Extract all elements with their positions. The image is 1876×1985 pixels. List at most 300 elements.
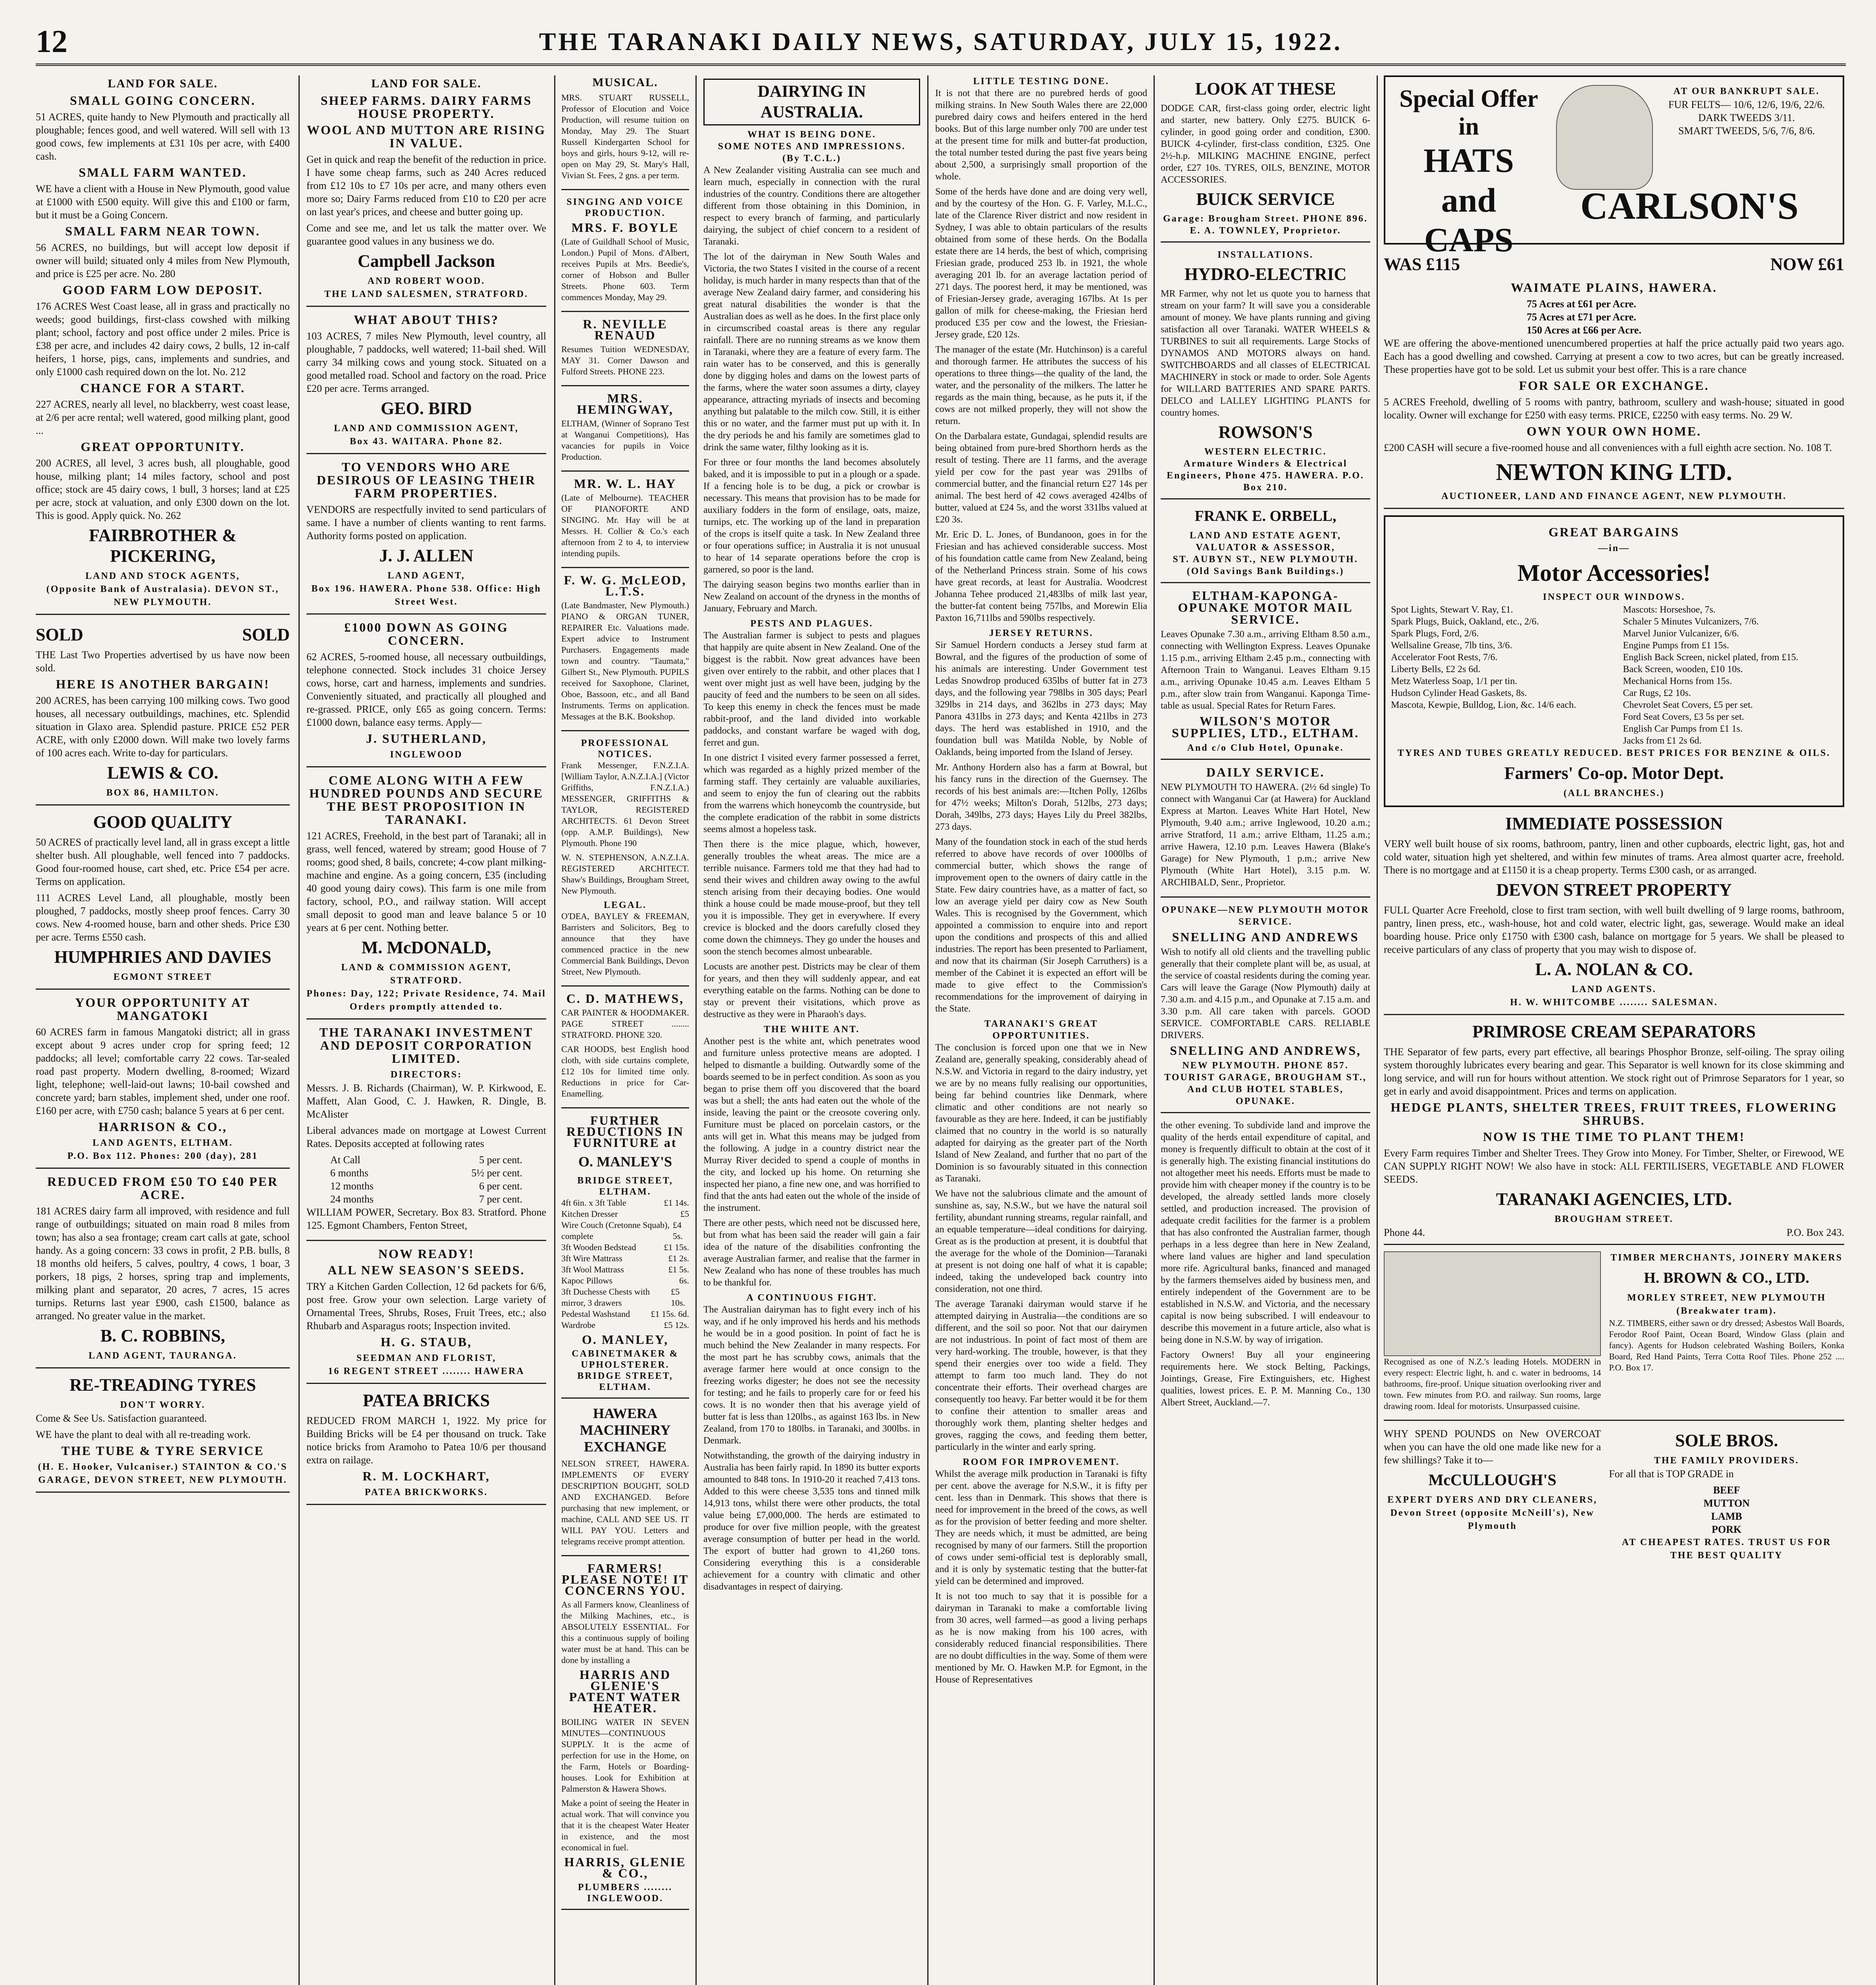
firm-address: (Opposite Bank of Australasia). DEVON ST., NEW PLYMOUTH.	[46, 584, 279, 607]
article-byline: (By T.C.L.)	[782, 153, 842, 164]
newspaper-title: THE TARANAKI DAILY NEWS, SATURDAY, JULY 15, 1922.	[539, 27, 1343, 56]
ad-text: CAR PAINTER & HOODMAKER. PAGE STREET ........ STRATFORD. PHONE 320.	[561, 1008, 689, 1040]
firm-name: FAIRBROTHER & PICKERING,	[89, 526, 237, 566]
firm-subtitle: (ALL BRANCHES.)	[1563, 788, 1665, 798]
list-item	[561, 1253, 689, 1264]
firm-address: BOX 86, HAMILTON.	[106, 788, 220, 798]
ad-text: DODGE CAR, first-class going order, electric light and starter, new battery. Only £275. BUICK 6-cylinder, in good going order and condition, £300. BUICK 4-cylinder, first-class condition, £325. One 2½-h.p. MILKING MACHINE ENGINE, perfect order, £27 10s. TYRES, OILS, BENZINE, MOTOR ACCESSORIES.	[1161, 103, 1370, 185]
ad-renaud	[561, 318, 689, 386]
list-item: Wellsaline Grease, 7lb tins, 3/6.	[1391, 640, 1512, 651]
ad-text: Factory Owners! Buy all your engineering requirements here. We stock Belting, Packings, Jointings, Grease, Fire Extinguishers, etc. Highest qualities, lowest prices. E. P. M. Manning Co., 130 Albert Street, Auckland.—7.	[1161, 1350, 1370, 1408]
firm-name: ROWSON'S	[1218, 422, 1313, 442]
section-heading: LAND FOR SALE.	[108, 77, 218, 90]
firm-address: Phones: Day, 122; Private Residence, 74. Mail Orders promptly attended to.	[306, 989, 546, 1012]
article-paragraph: Mr. Eric D. L. Jones, of Bundanoon, goes in for the Friesian and has achieved considerable success. Most of his foundation cattle came from New Zealand, being of the Netherland Princess strain. Some of his cows have great records, at least for Australia. Woodcrest Johanna Tehee produced 21,483lbs of milk last year, the butter-fat content being 757lbs, and Morewin Elia Paxton 16,711lbs and 590lbs respectively.	[935, 530, 1147, 623]
ad-heading: NOW READY!	[378, 1247, 474, 1261]
ad-text: £200 CASH will secure a five-roomed house and all conveniences with a full eighth acre section. No. 108 T.	[1384, 442, 1832, 453]
ad-text: TRY a Kitchen Garden Collection, 12 6d packets for 6/6, post free. Grow your own selection. Large variety of Ornamental Trees, Shrubs, Roses, Fruit Trees, etc.; also Rhubarb and Asparagus roots; Inspection invited.	[306, 1281, 546, 1332]
firm-address: EGMONT STREET	[113, 972, 212, 982]
ad-mcdonald	[306, 774, 546, 1019]
firm-name: H. BROWN & CO., LTD.	[1644, 1270, 1809, 1286]
article-subheading: THE WHITE ANT.	[764, 1024, 860, 1035]
ad-carlsons	[1384, 75, 1844, 259]
article-paragraph: The average Taranaki dairyman would starve if he attempted dairying in Australia—the conditions are so different, and the soil so poor. Not that our dairymen are not industrious. In point of fact most of them are very hard-working. The trouble, however, is that they spend their energies over too wide a field. They attempt to farm too much land. They do not concentrate their efforts. Their overhead charges are consequently too heavy. Far better would it be for them to confine their attention to smaller areas and thoroughly work them, planting shelter hedges and groves, ragging the cows, and feeding them better, particularly in the winter and early spring.	[935, 1299, 1147, 1452]
ad-text: 62 ACRES, 5-roomed house, all necessary outbuildings, telephone connected. Stock includes 31 choice Jersey cows, horse, cart and harness, implements and sundries. Conveniently situated, and practically all ploughed and re-grassed. PRICE, only £65 as going concern. Terms: £1000 down, balance easy terms. Apply—	[306, 651, 546, 728]
item-name: 3ft Wire Mattrass	[561, 1253, 622, 1263]
ad-heading: GREAT OPPORTUNITY.	[81, 439, 245, 454]
ad-text: 176 ACRES West Coast lease, all in grass and practically no weeds; good buildings, first-class cowshed with milking plant; school, factory and post office under 2 miles. Price is £38 per acre, and includes 42 dairy cows, 2 bulls, 12 in-calf heifers, 1 horse, pigs, cans, implements and sundries, and only £1000 cash required down on the lot. No. 212	[36, 301, 290, 378]
ad-text: 51 ACRES, quite handy to New Plymouth and practically all ploughable; fences good, and well watered. Will sell with 13 good cows, few implements at £31 10s per acre, with £400 cash.	[36, 111, 290, 162]
ad-heading: NOW IS THE TIME TO PLANT THEM!	[1483, 1129, 1745, 1144]
article-subtitle: SOME NOTES AND IMPRESSIONS.	[718, 141, 906, 152]
ad-text: Come & See Us. Satisfaction guaranteed.	[36, 1413, 207, 1424]
ad-text: WE have the plant to deal with all re-treading work.	[36, 1429, 251, 1440]
ad-text: WE are offering the above-mentioned unencumbered properties at half the price actually paid two years ago. Each has a good dwelling and cowshed. Carrying at present a cow to two acres, but can be greatly increased. These properties have got to be sold. Let us submit your best offer. This is a rare chance	[1384, 337, 1844, 375]
column-4	[703, 75, 920, 1985]
ad-taranaki-agencies	[1384, 1021, 1844, 1245]
article-subheading: A CONTINUOUS FIGHT.	[746, 1293, 877, 1303]
ad-campbell-jackson	[306, 94, 546, 307]
list-item: Back Screen, wooden, £10 10s.	[1623, 664, 1743, 675]
meat-list	[1609, 1484, 1844, 1536]
rate-value: 7 per cent.	[479, 1193, 522, 1205]
firm-name: CARLSON'S	[1580, 185, 1799, 227]
list-item: Spark Plugs, Ford, 2/6.	[1391, 628, 1479, 639]
ad-snelling-andrews	[1161, 904, 1370, 1113]
article-subtitle: WHAT IS BEING DONE.	[747, 129, 876, 140]
item-price: £1 2s.	[668, 1253, 689, 1263]
firm-subtitle: LAND AND STOCK AGENTS,	[85, 571, 240, 581]
firm-name: HARRIS, GLENIE & CO.,	[564, 1855, 686, 1880]
firm-address: Box 196. HAWERA. Phone 538. Office: High Street West.	[311, 584, 541, 607]
carlsons-offer	[1393, 85, 1544, 260]
ad-buick-service	[1161, 79, 1370, 243]
ad-text: NEW PLYMOUTH TO HAWERA. (2½ 6d single) To connect with Wanganui Car (at Hawera) for Auckland Express at Marton. Leaves White Hart Hotel, New Plymouth, 9.40 a.m.; arrive Inglewood, 10.20 a.m.; arrive Stratford, 11 a.m.; arrive Eltham, 11.25 a.m.; arrive Hawera, 12.10 p.m. Leaves Hawera (Blake's Garage) for New Plymouth, 1 p.m.; arrive New Plymouth (White Hart Hotel), 3.15 p.m. W. ARCHIBALD, Senr., Proprietor.	[1161, 782, 1370, 888]
ad-hay	[561, 478, 689, 568]
firm-name: LEWIS & CO.	[107, 763, 218, 782]
list-item: PORK	[1712, 1524, 1742, 1535]
firm-address: Devon Street (opposite McNeill's), New Plymouth	[1390, 1508, 1595, 1531]
firm-contact	[1384, 1226, 1844, 1239]
list-item: BEEF	[1713, 1484, 1740, 1496]
ad-heading: LEGAL.	[603, 900, 647, 910]
firm-name: GEO. BIRD	[381, 399, 472, 418]
firm-name: PATEA BRICKS	[363, 1391, 490, 1410]
ad-text: Leaves Opunake 7.30 a.m., arriving Eltham 8.50 a.m., connecting with Wellington Express. Leaves Opunake 1.15 p.m., arriving Eltham 2.45 p.m., connecting with Afternoon Train to Wanganui. Leaves Eltham 9.15 a.m., arriving Opunake 10.45 a.m. Leaves Eltham 5 p.m., after slow train from Wanganui. Kaponga Time-table as usual. Special Rates for Return Fares.	[1161, 629, 1370, 711]
table-row	[330, 1179, 522, 1193]
ad-hemingway	[561, 393, 689, 472]
list-item: Engine Pumps from £1 15s.	[1623, 640, 1729, 651]
article-paragraph: Notwithstanding, the growth of the dairying industry in Australia has been fairly rapid. In 1890 its butter exports amounted to 848 tons. In 1910-20 it reached 7,413 tons. Added to this were cheese 3,535 tons and tinned milk 14,913 tons, whilst there were other products, the total value being £7,000,000. The herds are estimated to produce for over five million people, with the greatest average consumption of butter per head in the world. The export of butter had grown to 41,260 tons. Considering everything this is a considerable achievement for a country with climatic and other disadvantages in respect of dairying.	[703, 1451, 920, 1592]
item-name: Kitchen Dresser	[561, 1209, 618, 1219]
acre-list	[1384, 297, 1844, 337]
list-item	[561, 1197, 689, 1208]
ad-text: (Late Bandmaster, New Plymouth.) PIANO & ORGAN TUNER, REPAIRER Etc. Valuations made. Expert advice to Instrument Purchasers. Engagements made town and country. "Taumata," Gilbert St., New Plymouth. PUPILS received for Saxophone, Clarinet, Oboe, Bassoon, etc., and all Band Instruments. Terms on application. Messages at the B.K. Bookshop.	[561, 600, 689, 721]
firm-subtitle: LAND AGENTS.	[1572, 984, 1656, 994]
article-paragraph: It is not that there are no purebred herds of good milking strains. In New South Wales there are 22,000 purebred dairy cows and heifers entered in the herd books. But of this large number only 700 are under test at the present time for milk and butter-fat production, the total number tested during the past five years being about 2,500, a surprisingly small proportion of the whole.	[935, 88, 1147, 182]
list-item	[1527, 310, 1844, 324]
firm-address: THE LAND SALESMEN, STRATFORD.	[324, 289, 528, 299]
firm-name: WILSON'S MOTOR SUPPLIES, LTD., ELTHAM.	[1171, 714, 1360, 740]
firm-name: SNELLING AND ANDREWS	[1172, 930, 1359, 944]
fur-felts: FUR FELTS— 10/6, 12/6, 19/6, 22/6.	[1668, 99, 1825, 110]
ad-text: 227 ACRES, nearly all level, no blackberry, west coast lease, at 2/6 per acre rental; well watered, good milking plant, good ...	[36, 399, 290, 436]
ad-text: WE have a client with a House in New Plymouth, good value at £1000 with £500 equity. Will give this and £100 or farm, but it must be a Going Concern.	[36, 183, 290, 221]
ad-geo-bird	[306, 313, 546, 454]
firm-name: J. SUTHERLAND,	[366, 731, 487, 746]
ad-text: As all Farmers know, Cleanliness of the Milking Machines, etc., is ABSOLUTELY ESSENTIAL. For this a continuous supply of boiling water must be at hand. This can be done by installing a	[561, 1600, 689, 1665]
firm-subtitle: LAND AGENT,	[387, 570, 465, 581]
article-paragraph: Another pest is the white ant, which penetrates wood and furniture unless protective means are adopted. I helped to dismantle a building. Outwardly some of the boards seemed to be in perfect condition. As soon as you began to prise them off you discovered that the board was but a shell; the ants had eaten out the whole of the inside, leaving the paint or the creosote covering only. Furniture must be placed on porcelain castors, or the ants will get in. What this means may be judged from the following. A judge in a country district near the Murray River decided to spend a couple of months in the city, and locked up his home. On returning she inspected her piano, a fine new one, and was horrified to find that the ants had eaten out the whole of the inside of the instrument.	[703, 1036, 920, 1213]
article-paragraph: For three or four months the land becomes absolutely baked, and it is impossible to put in a plough or a spade. If a fencing hole is to be dug, a pick or crowbar is necessary. This means that provision has to be made for auxiliary fodders in the form of ensilage, oats, maize, turnips, etc. The working up of the land in preparation of the crops is itself quite a task. In New Zealand three or four operations suffice; in Australia it is not unusual to hear of 14 separate operations before the crop is garnered, so poor is the land.	[703, 457, 920, 575]
firm-name: SNELLING AND ANDREWS,	[1170, 1043, 1361, 1058]
firm-name: TARANAKI AGENCIES, LTD.	[1496, 1189, 1732, 1209]
firm-address: And c/o Club Hotel, Opunake.	[1187, 743, 1344, 753]
column-2	[306, 75, 546, 1985]
firm-box: P.O. Box 243.	[1786, 1227, 1844, 1238]
ad-text: MR Farmer, why not let us quote you to harness that stream on your farm? It will save you a considerable amount of money. We have plants running and giving satisfaction all over Taranaki. WATER WHEELS & TURBINES to suit all requirements. Large Stocks of DYNAMOS AND MOTORS always on hand. SWITCHBOARDS and all classes of ELECTRICAL MACHINERY in stock or made to order. Sole Agents for WILLARD BATTERIES AND SPARE PARTS. DELCO and LALLEY LIGHTING PLANTS for country homes.	[1161, 289, 1370, 418]
ad-heading: HARRIS AND GLENIE'S PATENT WATER HEATER.	[569, 1667, 682, 1715]
firm-address: P.O. Box 112. Phones: 200 (day), 281	[67, 1151, 258, 1161]
sold-label: SOLD	[36, 625, 83, 644]
firm-address: BRIDGE STREET, ELTHAM.	[577, 1371, 673, 1392]
firm-name: O. MANLEY,	[582, 1332, 669, 1347]
ad-heading: TIMBER MERCHANTS, JOINERY MAKERS	[1610, 1253, 1843, 1263]
ad-text: Resumes Tuition WEDNESDAY, MAY 31. Corner Dawson and Fulford Streets. PHONE 223.	[561, 344, 689, 376]
ad-banner: IMMEDIATE POSSESSION	[1505, 814, 1723, 833]
ad-text: 50 ACRES of practically level land, all in grass except a little shelter bush. All ploughable, well fenced into 7 paddocks. Good four-roomed house, cart shed, etc. Price £54 per acre. Terms on application.	[36, 836, 290, 887]
firm-name: B. C. ROBBINS,	[100, 1326, 225, 1345]
mccullough-ad	[1384, 1427, 1601, 1562]
ad-mcleod	[561, 574, 689, 731]
ad-orbell	[1161, 506, 1370, 583]
firm-name: HYDRO-ELECTRIC	[1184, 264, 1347, 284]
ad-text: ELTHAM, (Winner of Soprano Test at Wanganui Competitions), Has vacancies for pupils in Voice Production.	[561, 418, 689, 462]
item-name: Wardrobe	[561, 1320, 596, 1330]
hotel-illustration	[1384, 1251, 1601, 1356]
ad-text: Frank Messenger, F.N.Z.I.A. [William Taylor, A.N.Z.I.A.] (Victor Griffiths, F.N.Z.I.A.) MESSENGER, GRIFFITHS & TAYLOR, REGISTERED ARCHITECTS. 61 Devon Street (opp. A.M.P. Buildings), New Plymouth. Phone 190	[561, 760, 689, 848]
rate-term: 6 months	[330, 1167, 369, 1179]
firm-address: BRIDGE STREET, ELTHAM.	[577, 1176, 673, 1197]
firm-address: Box 43. WAITARA. Phone 82.	[350, 436, 503, 447]
special-offer: Special Offer in	[1399, 85, 1538, 140]
ad-manley	[561, 1115, 689, 1399]
item-name: 3ft Duchesse Chests with mirror, 3 drawers	[561, 1287, 650, 1308]
column-rule	[1154, 75, 1155, 1985]
article-paragraph: Locusts are another pest. Districts may be clear of them for years, and then they will suddenly appear, and eat everything eatable on the farms. Nothing can be done to stay or prevent their visitations, which prove as destructive as they were in Pharaoh's days.	[703, 962, 920, 1019]
bankrupt-sale: AT OUR BANKRUPT SALE.	[1673, 86, 1820, 96]
list-item: Chevrolet Seat Covers, £5 per set.	[1623, 700, 1753, 710]
firm-subtitle: WESTERN ELECTRIC.	[1204, 447, 1327, 457]
now-price: NOW £61	[1770, 254, 1844, 274]
list-item: Schaler 5 Minutes Vulcanizers, 7/6.	[1623, 617, 1759, 627]
acre-size: 150 Acres at	[1527, 324, 1581, 336]
ad-staub	[306, 1247, 546, 1384]
list-item: Car Rugs, £2 10s.	[1623, 688, 1691, 698]
list-item: MUTTON	[1703, 1497, 1750, 1509]
firm-address: LAND AGENT, TAURANGA.	[89, 1351, 237, 1361]
firm-subtitle: LAND AGENTS, ELTHAM.	[92, 1138, 233, 1148]
was-price: WAS £115	[1384, 254, 1460, 274]
ad-text: NELSON STREET, HAWERA. IMPLEMENTS OF EVERY DESCRIPTION BOUGHT, SOLD AND EXCHANGED. Before purchasing that new implement, or machine, CALL AND SEE US. IT WILL PAY YOU. Letters and telegrams receive prompt attention.	[561, 1459, 689, 1546]
ad-text: For all that is TOP GRADE in	[1609, 1468, 1734, 1480]
ad-banner: RE-TREADING TYRES	[69, 1375, 256, 1395]
page-number: 12	[36, 24, 67, 59]
list-item: Hudson Cylinder Head Gaskets, 8s.	[1391, 688, 1527, 698]
ad-text: THE Separator of few parts, every part effective, all bearings Phosphor Bronze, self-oiling. The spray oiling system thoroughly lubricates every bearing and gear. This Separator is well known for its close skimming and long service, and will run for hours without attention. We stock right out of Primrose Separators for 1 year, so get in early and avoid disappointment. Prices and terms on application.	[1384, 1046, 1844, 1097]
item-name: Kapoc Pillows	[561, 1276, 612, 1285]
ad-heading: WAIMATE PLAINS, HAWERA.	[1510, 280, 1717, 295]
ad-harrison	[36, 996, 290, 1169]
item-price: £1 14s.	[664, 1198, 689, 1208]
ad-text: Messrs. J. B. Richards (Chairman), W. P. Kirkwood, E. Maffett, Alan Good, C. J. Hawken, R. Dingle, B. McAlister	[306, 1082, 546, 1120]
firm-address: (H. E. Hooker, Vulcaniser.) STAINTON & CO.'S GARAGE, DEVON STREET, NEW PLYMOUTH.	[38, 1462, 288, 1485]
firm-subtitle: SEEDMAN AND FLORIST,	[356, 1353, 497, 1363]
list-item: Liberty Bells, £2 2s 6d.	[1391, 664, 1481, 675]
article-subheading: TARANAKI'S GREAT OPPORTUNITIES.	[984, 1019, 1098, 1041]
article-paragraph: We have not the salubrious climate and the amount of sunshine as, say, N.S.W., but we have the natural soil fertility, abundant running streams, regular rainfall, and an equable temperature—ideal conditions for dairying. Great as is the production at present, it is doubtful that the average for the whole of the Dominion—Taranaki at present is not doing one half of what it is capable; indeed, taking the undeveloped back country into consideration, not one third.	[935, 1189, 1147, 1294]
firm-name: Motor Accessories!	[1517, 560, 1711, 586]
ad-text: MRS. STUART RUSSELL, Professor of Elocution and Voice Production, will resume tuition on Monday, May 29. The Stuart Russell Kindergarten School for boys and girls, hours 9-12, will re-open on May 29, St. Mary's Hall, Vivian St. Fees, 2 gns. a per term.	[561, 93, 689, 180]
list-item	[561, 1309, 689, 1320]
list-item	[561, 1220, 689, 1242]
list-item: English Back Screen, nickel plated, from £15.	[1623, 652, 1799, 663]
article-paragraph: In one district I visited every farmer possessed a ferret, which was regarded as a highly prized member of the farming staff. They certainly are valuable auxiliaries, and seem to enjoy the fun of clearing out the rabbits from the warrens which honeycomb the countryside, but the complete eradication of the rabbit in some districts seems almost a hopeless task.	[703, 753, 920, 834]
ad-text: TYRES AND TUBES GREATLY REDUCED. BEST PRICES FOR BENZINE & OILS.	[1397, 748, 1831, 758]
ad-text: Come and see me, and let us talk the matter over. We guarantee good values in any business we do.	[306, 222, 546, 247]
list-item: English Car Pumps from £1 1s.	[1623, 724, 1743, 734]
ad-lewis	[36, 621, 290, 806]
ad-banner: DEVON STREET PROPERTY	[1496, 880, 1732, 900]
item-name: 3ft Wool Mattrass	[561, 1264, 624, 1274]
firm-address: PATEA BRICKWORKS.	[364, 1487, 488, 1497]
ad-text: 5 ACRES Freehold, dwelling of 5 rooms with pantry, bathroom, scullery and wash-house; situated in good locality. Owner will exchange for £250 with easy terms. PRICE, £2250 with easy terms. No. 29 W.	[1384, 396, 1844, 421]
table-row	[330, 1166, 522, 1179]
firm-name: THE TARANAKI INVESTMENT AND DEPOSIT CORPORATION LIMITED.	[319, 1025, 534, 1066]
column-3	[561, 75, 689, 1985]
acre-price: £61 per Acre.	[1577, 298, 1636, 310]
item-name: 3ft Wooden Bedstead	[561, 1242, 636, 1252]
ad-text: 200 ACRES, has been carrying 100 milking cows. Two good houses, all necessary outbuildings, machines, etc. Splendid situation in Glaxo area. Splendid pasture. PRICE £52 PER ACRE, with only £2000 down. Will make two lovely farms of 100 acres each. Write to-day for particulars.	[36, 695, 290, 759]
rate-value: 5 per cent.	[479, 1154, 522, 1166]
sole-bros-ad	[1609, 1427, 1844, 1562]
ad-heading: WHAT ABOUT THIS?	[354, 312, 499, 327]
ad-mathews	[561, 993, 689, 1108]
accessories-list	[1391, 604, 1605, 747]
article-paragraph: A New Zealander visiting Australia can see much and learn much, especially in connection with the rural industries of the country. Conditions there are altogether different from those obtaining in this Dominion, in respect to every branch of farming, and particularly dairying, the subject of chief concern to a resident of Taranaki.	[703, 165, 920, 247]
firm-name: Campbell Jackson	[358, 251, 495, 271]
ad-footer: AT CHEAPEST RATES. TRUST US FOR THE BEST QUALITY	[1622, 1537, 1832, 1561]
ad-allen	[306, 461, 546, 615]
ad-text: 200 ACRES, all level, 3 acres bush, all ploughable, good house, milking plant; 14 miles factory, school and post office; stock are 45 dairy cows, 1 bull, 3 horses; land at £25 per acre, stock at valuation, and only £300 down on the lot. This is good. Apply quick. No. 262	[36, 457, 290, 521]
item-price: £1 15s.	[664, 1242, 689, 1252]
article-paragraph: Some of the herds have done and are doing very well, and by the courtesy of the Hon. G. F. Varley, M.L.C., late of the Clarence River district and now resident in Sydney, I was able to obtain particulars of the results obtained from some of these herds. On the Bodalla estate there are 14 herds, the best of which, comprising Friesian grade, produced 253 lb. in 1921, the whole averaging 201 lb. for an average lactation period of 271 days. The poorest herd, it may be mentioned, was of Friesian-Jersey grade, averaging 167lbs. At 1s per gallon of milk for cheese-making, the Friesian herd produced £35 per cow and the lowest, the Friesian-Jersey grade, £20 12s.	[935, 187, 1147, 340]
list-item: Mascots: Horseshoe, 7s.	[1623, 605, 1716, 615]
ad-text: BOILING WATER IN SEVEN MINUTES—CONTINUOUS SUPPLY. It is the acme of perfection for use in the Home, on the Farm, Hotels or Boarding-houses. Look for Exhibition at Palmerston & Hawera Shows.	[561, 1717, 689, 1794]
firm-name: McCULLOUGH'S	[1428, 1471, 1556, 1489]
list-item: Mechanical Horns from 15s.	[1623, 676, 1732, 686]
firm-address: MORLEY STREET, NEW PLYMOUTH (Breakwater tram).	[1627, 1293, 1826, 1316]
furniture-list	[561, 1197, 689, 1331]
masthead	[36, 16, 1846, 66]
accessories-table	[1391, 604, 1837, 747]
ad-text: N.Z. TIMBERS, either sawn or dry dressed; Asbestos Wall Boards, Ferodor Roof Paint, Ocean Board, Window Glass (plain and fancy). Agents for Hudson celebrated Washing Boilers, Konka Board, Red Hand Paints, Terra Cotta Roof Tiles. Phone 252 .... P.O. Box 17.	[1609, 1318, 1844, 1372]
firm-name: FRANK E. ORBELL,	[1194, 508, 1337, 524]
column-rule	[927, 75, 928, 1985]
article-paragraph: Many of the foundation stock in each of the stud herds referred to above have records of over 1000lbs of commercial butter, which shows the range of improvement open to the owners of dairy cattle in the State. Few dairy countries have, as a matter of fact, so low an average yield per dairy cow as New South Wales. This is recognised by the Government, which appointed a commission to enquire into and report upon the conditions and prospects of this and allied industries. The report has been presented to Parliament, and now that its chairman (Sir Joseph Carruthers) is a member of the Cabinet it is expected an effort will be made to give effect to the Commission's recommendations for the improvement of dairying in the State.	[935, 837, 1147, 1014]
article-paragraph: Whilst the average milk production in Taranaki is fifty per cent. above the average for N.S.W., it is fifty per cent. less than in Denmark. This shows that there is need for improvement in the breed of the cows, as well as for the provision of better feeding and more shelter. They are needs which, it must be admitted, are being recognised by many of our farmers. Still the proportion of cows under semi-official test is deplorably small, and it is only by systematic testing that the butter-fat yield can be determined and improved.	[935, 1469, 1147, 1586]
article-paragraph: The conclusion is forced upon one that we in New Zealand are, generally speaking, considerably ahead of N.S.W. and Victoria in regard to the dairy industry, yet we are by no means fully realising our opportunities, being far behind countries like Denmark, where climatic and other conditions are not nearly so favourable as they are here. Indeed, it can be justifiably claimed that no country in the world is so naturally adapted for dairying as the greater part of the North Island of New Zealand, and further that no part of the Dominion is so favourably situated in this connection as Taranaki.	[935, 1043, 1147, 1184]
ad-humphries	[36, 812, 290, 990]
list-item	[561, 1320, 689, 1331]
section-heading: LAND FOR SALE.	[371, 77, 482, 90]
firm-subtitle: THE FAMILY PROVIDERS.	[1654, 1455, 1799, 1466]
article-title: DAIRYING IN AUSTRALIA.	[703, 79, 920, 125]
article-paragraph: Sir Samuel Hordern conducts a Jersey stud farm at Bowral, and the figures of the production of some of his animals are interesting. Under Government test Ledas Snowdrop produced 635lbs of butter fat in 273 days, and the following year 798lbs in 305 days; Pearl 329lbs in 214 days, and 362lbs in 273 days; May Panora 431lbs in 273 days; and Kenta 421lbs in 273 days. The herd was established in 1910, and the foundation bull was Matilda Noble, by Noble of Oaklands, being imported from the Island of Jersey.	[935, 640, 1147, 757]
article-paragraph: The Australian farmer is subject to pests and plagues that happily are quite absent in New Zealand. One of the biggest is the rabbit. Now great advances have been given over entirely to the rabbit, and other places that I went over might just as well have been, judging by the paucity of feed and the numbers to be seen on all sides. To keep this enemy in check the fences must be made rabbit-proof, and the land divided into workable paddocks, and constant warfare be waged with dog, ferret and gun.	[703, 630, 920, 748]
firm-subtitle: LAND & COMMISSION AGENT, STRATFORD.	[341, 962, 512, 986]
ad-text: 60 ACRES farm in famous Mangatoki district; all in grass except about 9 acres under crop for spring feed; 12 paddocks; all level; comfortable carry 22 cows. Tar-sealed road past property. Modern dwelling, 8-roomed; Wizard light, telephone; well-laid-out lawns; 10-bail cowshed and concrete yard; barn stables, implement shed, under one roof. £160 per acre, with £750 cash; balance 5 years at 6 per cent.	[36, 1026, 290, 1116]
article-paragraph: Mr. Anthony Hordern also has a farm at Bowral, but his fancy runs in the direction of the Guernsey. The records of his best animals are:—Itchen Polly, 126lbs for 47½ weeks; Milton's Dorah, 512lbs, 273 days; Dorah, 349lbs, 273 days; Hayes Lily du Preel 382lbs, 273 days.	[935, 762, 1147, 832]
ad-heading: ALL NEW SEASON'S SEEDS.	[327, 1263, 525, 1277]
smart-tweeds: SMART TWEEDS, 5/6, 7/6, 8/6.	[1678, 125, 1815, 137]
list-item	[561, 1208, 689, 1220]
item-price: £5	[680, 1209, 689, 1219]
ad-small-going-concern	[36, 94, 290, 615]
article-paragraph: The manager of the estate (Mr. Hutchinson) is a careful and thorough farmer. He attributes the success of his operations to three things—the quality of the land, the water, and the personality of the milkers. The latter he regards as the main thing, because, as he puts it, if the cows are not milked properly, they will not show the return.	[935, 345, 1147, 426]
ad-text: (Late of Melbourne). TEACHER OF PIANOFORTE AND SINGING. Mr. Hay will be at Messrs. H. Collier & Co.'s each afternoon from 2 to 4, to interview intending pupils.	[561, 493, 689, 558]
ad-heading: REDUCED FROM £50 TO £40 PER ACRE.	[47, 1174, 279, 1202]
item-price: £4 5s.	[672, 1220, 683, 1241]
list-item	[561, 1264, 689, 1275]
rate-value: 5½ per cent.	[471, 1167, 522, 1179]
ad-heading: PROFESSIONAL NOTICES.	[581, 738, 670, 759]
firm-address: 16 REGENT STREET ........ HAWERA	[328, 1366, 525, 1376]
firm-address: AUCTIONEER, LAND AND FINANCE AGENT, NEW PLYMOUTH.	[1441, 491, 1787, 501]
ad-sutherland	[306, 621, 546, 767]
ad-text: Liberal advances made on mortgage at Lowest Current Rates. Deposits accepted at following rates	[306, 1125, 546, 1149]
firm-name: BUICK SERVICE	[1196, 189, 1335, 209]
list-item: Spark Plugs, Buick, Oakland, etc., 2/6.	[1391, 617, 1539, 627]
list-item	[561, 1286, 689, 1309]
firm-name: HUMPHRIES AND DAVIES	[54, 947, 272, 967]
acre-price: £66 per Acre.	[1583, 324, 1641, 336]
carlsons-prices	[1663, 85, 1830, 137]
rate-term: At Call	[330, 1154, 360, 1166]
acre-price: £71 per Acre.	[1577, 311, 1636, 323]
ad-heading: HERE IS ANOTHER BARGAIN!	[56, 677, 270, 691]
firm-address: Garage: Brougham Street. PHONE 896. E. A. TOWNLEY, Proprietor.	[1163, 214, 1368, 236]
column-rule	[1377, 75, 1378, 1985]
item-name: 4ft 6in. x 3ft Table	[561, 1198, 626, 1208]
ad-text: Recognised as one of N.Z.'s leading Hotels. MODERN in every respect: Electric light, h. and c. water in bedrooms, 14 bathrooms, fire-proof. Unique situation overlooking river and town. Few minutes from P.O. and railway. Sun rooms, large drawing room. Ideal for motorists. Unsurpassed cuisine.	[1384, 1357, 1601, 1411]
article-paragraph: The dairying season begins two months earlier than in New Zealand on account of the dryness in the months of January, February and March.	[703, 580, 920, 614]
ad-heading: £1000 DOWN AS GOING CONCERN.	[344, 620, 508, 648]
ad-text: Every Farm requires Timber and Shelter Trees. They Grow into Money. For Timber, Shelter, or Firewood, WE CAN SUPPLY RIGHT NOW! We also have in stock: ALL FERTILISERS, VEGETABLE AND FLOWER SEEDS.	[1384, 1147, 1844, 1185]
ad-banner: LOOK AT THESE	[1195, 79, 1336, 98]
list-item: Jacks from £1 2s 6d.	[1623, 736, 1702, 746]
list-item: Spot Lights, Stewart V. Ray, £1.	[1391, 605, 1513, 615]
ad-heading: CHANCE FOR A START.	[80, 381, 245, 395]
ad-heading: FARMERS! PLEASE NOTE! IT CONCERNS YOU.	[561, 1561, 689, 1598]
firm-name: Farmers' Co-op. Motor Dept.	[1504, 763, 1724, 783]
article-paragraph: The lot of the dairyman in New South Wales and Victoria, the two States I visited in the course of a recent holiday, is much harder in many respects than that of the average New Zealand dairy farmer, and considering his great natural disabilities the wonder is that the Australian does as well as he does. In the first place only in circumscribed coastal areas is there any regular rainfall. There are no running streams as we know them in Taranaki, where they are a feature of every farm. The rain water has to be conserved, and this is generally done by digging holes and dams on the lowest parts of the farms, where the water soon assumes a dirty, clayey appearance, attracting myriads of insects and becoming anything but palatable to the milch cow. Still, it is either this or no water, and the farmer must put up with it. In the dry periods he and his family are sometimes glad to drink the same water, filthy looking as it is.	[703, 252, 920, 453]
firm-name: L. A. NOLAN & CO.	[1535, 960, 1693, 979]
firm-phone: Phone 44.	[1384, 1227, 1425, 1238]
ad-retreading	[36, 1375, 290, 1493]
article-paragraph: The Australian dairyman has to fight every inch of his way, and if he only improved his herds and his methods he would be in a good position. In point of fact he is much behind the New Zealander in many respects. For the most part he has scrubby cows, animals that the average farmer here would at once consign to the freezing works digester; he does not see the necessity for testing; and he fails to properly care for or feed his cows. It is no wonder then that his average yield of butter fat is less than 120lbs., as against 163 lbs. in New Zealand, from 170 to 180lbs. in Taranaki, and 300lbs. in Denmark.	[703, 1305, 920, 1446]
ad-heading: SINGING AND VOICE PRODUCTION.	[566, 197, 684, 218]
list-item	[1527, 297, 1844, 310]
list-item: Ford Seat Covers, £3 5s per set.	[1623, 712, 1744, 722]
ad-hotel-brown	[1384, 1251, 1844, 1421]
article-paragraph: Then there is the mice plague, which, however, generally troubles the wheat areas. The mice are a terrible nuisance. Farmers told me that they had had to send their wives and children away owing to the awful stench arising from their decaying bodies. One would think a house could be made mouse-proof, but they tell you it is impossible. They get in everywhere. If every crevice is blocked and the doors carefully closed they come down the chimneys. They go under the houses and soon the stench becomes almost unbearable.	[703, 839, 920, 957]
ad-heading: INSTALLATIONS.	[1217, 250, 1314, 260]
ad-boyle	[561, 197, 689, 312]
ad-heading: COME ALONG WITH A FEW HUNDRED POUNDS AND SECURE THE BEST PROPOSITION IN TARANAKI.	[309, 773, 543, 827]
sold-banner	[36, 621, 290, 648]
firm-subtitle: LAND AND COMMISSION AGENT,	[334, 423, 519, 434]
ad-heading: DIRECTORS:	[390, 1070, 462, 1080]
ad-heading: HEDGE PLANTS, SHELTER TREES, FRUIT TREES, FLOWERING SHRUBS.	[1391, 1100, 1837, 1127]
list-item: Metz Waterless Soap, 1/1 per tin.	[1391, 676, 1518, 686]
ad-text: Get in quick and reap the benefit of the reduction in price. I have some cheap farms, such as 240 Acres reduced from £12 10s to £7 10s per acre, and many others even more so; Dairy Farms reduced from £10 to £20 per acre on last year's prices, and cheese and butter going up.	[306, 154, 546, 218]
column-rule	[554, 75, 555, 1985]
list-item: LAMB	[1711, 1511, 1742, 1522]
ad-text: Make a point of seeing the Heater in actual work. That will convince you that it is the cheapest Water Heater in existence, and the most economical in fuel.	[561, 1798, 689, 1852]
accessories-list	[1623, 604, 1837, 747]
firm-name: MRS. F. BOYLE	[571, 220, 679, 235]
column-rule	[695, 75, 697, 1985]
ad-text: VENDORS are respectfully invited to send particulars of same. I have a number of clients wanting to rent farms. Authority forms posted on application.	[306, 504, 546, 542]
firm-subtitle: R. M. LOCKHART,	[362, 1469, 490, 1483]
firm-name: C. D. MATHEWS,	[566, 991, 684, 1006]
ad-heading: DAILY SERVICE.	[1206, 765, 1325, 779]
firm-address: Armature Winders & Electrical Engineers, Phone 475. HAWERA. P.O. Box 210.	[1167, 459, 1364, 493]
rates-table	[306, 1153, 546, 1206]
item-name: Wire Couch (Cretonne Squab), complete	[561, 1220, 670, 1241]
ad-text: 111 ACRES Level Land, all ploughable, mostly been ploughed, 7 paddocks, mostly sheep proof fences. Carry 30 cows. New 4-roomed house, barn and other sheds. Price £30 per acre. Terms £550 cash.	[36, 892, 290, 943]
ad-heading: FURTHER REDUCTIONS IN FURNITURE at	[566, 1113, 684, 1150]
item-price: £5 12s.	[664, 1320, 689, 1330]
ad-text: 103 ACRES, 7 miles New Plymouth, level country, all ploughable, 7 paddocks, well watered; 11-bail shed. Will carry 34 milking cows and young stock. Situated on a good metalled road. School and factory on the road. Price £20 per acre. Terms arranged.	[306, 330, 546, 394]
ad-text: 121 ACRES, Freehold, in the best part of Taranaki; all in grass, well fenced, watered by stream; good House of 7 rooms; good shed, 8 bails, concrete; 4-cow plant milking-machine and engine. As a going concern, £35 (including 40 good young dairy cows). This farm is one mile from factory, school, P.O., and railway station. Will accept small deposit to good man and leave balance 5 or 10 years at 6 per cent. Nothing better.	[306, 830, 546, 933]
firm-name: M. McDONALD,	[361, 938, 491, 957]
article-paragraph: On the Darbalara estate, Gundagai, splendid results are being obtained from pure-bred Shorthorn herds as the result of testing. There are 11 farms, and the average yield per cow for the past year was 291lbs of commercial butter, and the financial return £27 14s per animal. The best herd of 42 cows averaged 424lbs of butter, valued at £24 5s, and the worst 331lbs valued at £20 3s.	[935, 431, 1147, 525]
column-1	[36, 75, 290, 1985]
ad-harris-glenie	[561, 1563, 689, 1910]
ad-text: VERY well built house of six rooms, bathroom, pantry, linen and other cupboards, electric light, gas, hot and cold water, situation high yet sheltered, and within few minutes of trams. Area almost quarter acre, freehold. There is no mortgage and at £1150 it is a cheap property. Terms £300 cash, or as arranged.	[1384, 838, 1844, 876]
list-item: Marvel Junior Vulcanizer, 6/6.	[1623, 628, 1739, 639]
ad-heading: ELTHAM-KAPONGA-OPUNAKE MOTOR MAIL SERVICE.	[1178, 588, 1353, 626]
list-item: Accelerator Foot Rests, 7/6.	[1391, 652, 1498, 663]
sold-label: SOLD	[242, 625, 290, 644]
column-5	[935, 75, 1147, 1985]
acre-size: 75 Acres at	[1527, 311, 1576, 323]
ad-text: O'DEA, BAYLEY & FREEMAN, Barristers and Solicitors, Beg to announce that they have commenced practice in the new Commercial Bank Buildings, Devon Street, New Plymouth.	[561, 911, 689, 977]
ad-banner: GOOD QUALITY	[93, 812, 233, 832]
ad-text: THE Last Two Properties advertised by us have now been sold.	[36, 649, 290, 674]
firm-name: THE TUBE & TYRE SERVICE	[61, 1443, 264, 1458]
firm-name: F. W. G. McLEOD, L.T.S.	[564, 573, 687, 598]
ad-motor-mail	[1161, 590, 1370, 760]
ad-hawera-machinery	[561, 1405, 689, 1556]
firm-subtitle: EXPERT DYERS AND DRY CLEANERS,	[1387, 1495, 1598, 1505]
item-price: £5 10s.	[670, 1287, 686, 1308]
item-name: Pedestal Washstand	[561, 1309, 630, 1319]
ad-heading: GOOD FARM LOW DEPOSIT.	[62, 283, 263, 297]
hotel-ad	[1384, 1251, 1601, 1415]
